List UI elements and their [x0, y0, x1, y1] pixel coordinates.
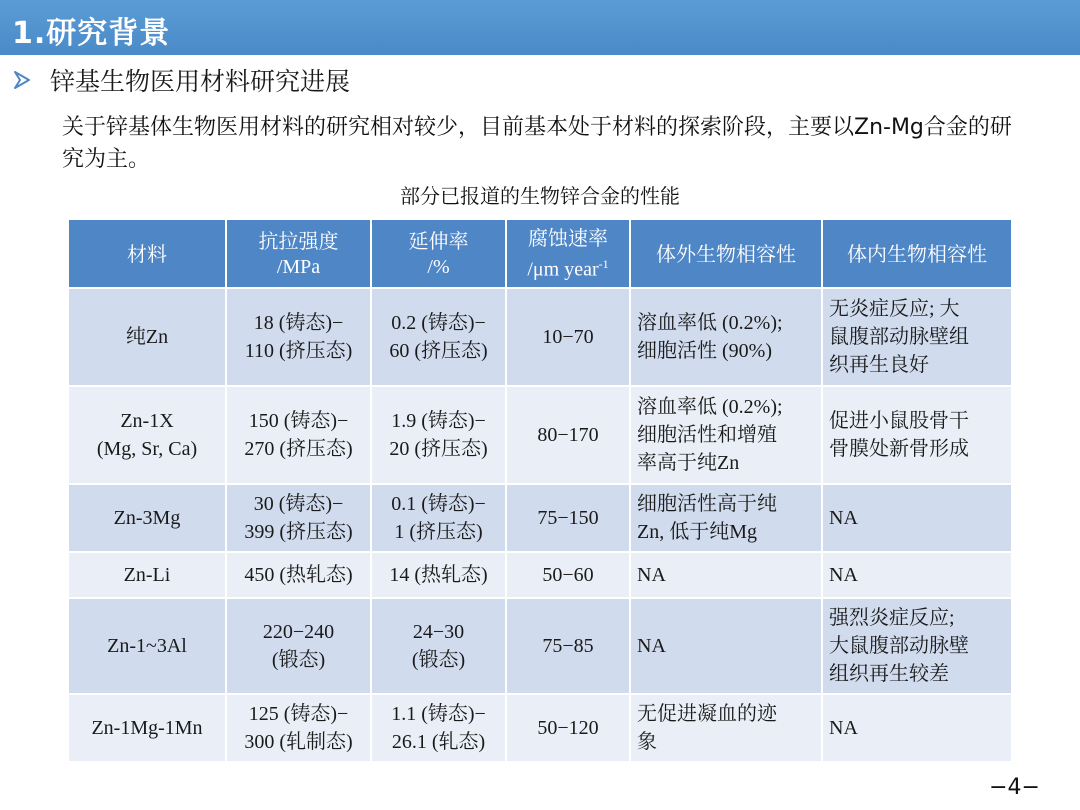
header-elongation [371, 219, 506, 288]
cell-material-line: Zn-3Mg [113, 507, 181, 529]
cell-elongation [371, 552, 506, 598]
cell-material-line: Zn-1X [120, 410, 174, 432]
header-elongation-label: 延伸率 [408, 228, 469, 253]
cell-corrosion-rate [506, 288, 630, 386]
cell-elongation-line: 24−30 [412, 621, 465, 643]
alloy-properties-table [67, 218, 1013, 763]
cell-tensile-strength [226, 386, 371, 484]
cell-tensile-strength-line: 450 (热轧态) [244, 564, 353, 586]
page-number: −4− [989, 775, 1040, 800]
cell-in-vivo-line: 组织再生较差 [829, 663, 949, 685]
cell-elongation [371, 484, 506, 552]
cell-elongation [371, 694, 506, 762]
slide-title: 1.研究背景 [12, 16, 171, 51]
cell-in-vivo [822, 386, 1012, 484]
cell-in-vitro [630, 694, 822, 762]
cell-in-vitro-line: 溶血率低 (0.2%); [637, 312, 783, 334]
cell-corrosion-rate-line: 75−150 [537, 507, 599, 529]
table-row [68, 694, 1012, 762]
cell-in-vivo [822, 694, 1012, 762]
cell-in-vitro-line: 率高于纯Zn [637, 452, 740, 474]
cell-material [68, 552, 226, 598]
cell-elongation [371, 598, 506, 694]
cell-in-vivo [822, 552, 1012, 598]
cell-corrosion-rate-line: 10−70 [542, 326, 594, 348]
cell-elongation-line: 26.1 (轧态) [391, 731, 486, 753]
cell-tensile-strength-line: 30 (铸态)− [253, 493, 344, 515]
cell-tensile-strength-line: (锻态) [271, 649, 326, 671]
cell-elongation [371, 386, 506, 484]
cell-elongation-line: 0.1 (铸态)− [391, 493, 486, 515]
cell-tensile-strength [226, 694, 371, 762]
cell-in-vitro-line: 溶血率低 (0.2%); [637, 396, 783, 418]
header-tensile-strength-label: 抗拉强度 [258, 228, 339, 253]
cell-material [68, 598, 226, 694]
cell-tensile-strength-line: 300 (轧制态) [244, 731, 353, 753]
subheading-text: 锌基生物医用材料研究进展 [50, 67, 351, 96]
header-tensile-strength-unit: /MPa [276, 255, 321, 278]
cell-material-line: (Mg, Sr, Ca) [96, 438, 198, 460]
cell-tensile-strength-line: 125 (铸态)− [248, 703, 349, 725]
cell-in-vitro-line: 细胞活性和增殖 [637, 424, 777, 446]
cell-in-vitro [630, 484, 822, 552]
header-in-vivo: 体内生物相容性 [822, 219, 1012, 288]
cell-material [68, 694, 226, 762]
cell-elongation-line: 1.9 (铸态)− [391, 410, 486, 432]
cell-in-vitro [630, 598, 822, 694]
cell-in-vivo-line: 织再生良好 [829, 354, 929, 376]
table-row [68, 288, 1012, 386]
arrow-right-icon [12, 69, 32, 91]
cell-material [68, 484, 226, 552]
cell-tensile-strength-line: 270 (挤压态) [244, 438, 353, 460]
cell-in-vivo-line: 骨膜处新骨形成 [829, 438, 969, 460]
cell-elongation-line: 14 (热轧态) [389, 564, 488, 586]
table-body [68, 288, 1012, 762]
cell-in-vivo [822, 484, 1012, 552]
cell-in-vitro-line: Zn, 低于纯Mg [637, 521, 757, 543]
cell-elongation-line: 1 (挤压态) [394, 521, 483, 543]
cell-elongation-line: 1.1 (铸态)− [391, 703, 486, 725]
cell-elongation [371, 288, 506, 386]
cell-in-vitro-line: 象 [637, 731, 657, 753]
cell-in-vitro-line: 细胞活性 (90%) [637, 340, 772, 362]
cell-corrosion-rate-line: 75−85 [542, 635, 594, 657]
title-bar [0, 0, 1080, 55]
cell-in-vitro [630, 386, 822, 484]
cell-tensile-strength-line: 399 (挤压态) [244, 521, 353, 543]
header-corrosion-unit-sup: -1 [598, 256, 609, 271]
cell-elongation-line: (锻态) [411, 649, 466, 671]
header-material: 材料 [68, 219, 226, 288]
cell-in-vivo-line: 大鼠腹部动脉壁 [829, 635, 969, 657]
cell-corrosion-rate-line: 50−60 [542, 564, 594, 586]
cell-in-vitro-line: NA [637, 564, 666, 586]
table-header-row [68, 219, 1012, 288]
cell-corrosion-rate-line: 80−170 [537, 424, 599, 446]
cell-material [68, 288, 226, 386]
cell-tensile-strength-line: 150 (铸态)− [248, 410, 349, 432]
cell-material-line: Zn-1~3Al [107, 635, 187, 657]
cell-in-vitro-line: 细胞活性高于纯 [637, 493, 777, 515]
cell-in-vivo-line: NA [829, 717, 858, 739]
header-tensile-strength [226, 219, 371, 288]
cell-corrosion-rate-line: 50−120 [537, 717, 599, 739]
cell-in-vivo-line: NA [829, 507, 858, 529]
header-corrosion-rate [506, 219, 630, 288]
cell-in-vivo-line: 无炎症反应; 大 [829, 298, 960, 320]
cell-elongation-line: 60 (挤压态) [389, 340, 488, 362]
header-corrosion-label: 腐蚀速率 [528, 225, 608, 250]
cell-material [68, 386, 226, 484]
cell-material-line: 纯Zn [125, 326, 169, 348]
cell-in-vitro-line: 无促进凝血的迹 [637, 703, 777, 725]
table-caption: 部分已报道的生物锌合金的性能 [400, 184, 680, 208]
cell-tensile-strength [226, 552, 371, 598]
cell-tensile-strength-line: 110 (挤压态) [244, 340, 353, 362]
cell-tensile-strength-line: 220−240 [262, 621, 335, 643]
cell-material-line: Zn-Li [123, 564, 171, 586]
header-corrosion-unit: /μm year [527, 258, 599, 281]
cell-in-vivo-line: 强烈炎症反应; [829, 607, 955, 629]
cell-in-vitro [630, 552, 822, 598]
cell-in-vivo-line: 促进小鼠股骨干 [829, 410, 969, 432]
cell-corrosion-rate [506, 694, 630, 762]
cell-in-vivo-line: 鼠腹部动脉壁组 [829, 326, 969, 348]
cell-corrosion-rate [506, 386, 630, 484]
cell-material-line: Zn-1Mg-1Mn [91, 717, 203, 739]
table-row [68, 484, 1012, 552]
header-corrosion-unit-wrap [509, 251, 627, 283]
header-elongation-unit: /% [427, 255, 450, 278]
cell-corrosion-rate [506, 552, 630, 598]
cell-in-vitro [630, 288, 822, 386]
cell-elongation-line: 20 (挤压态) [389, 438, 488, 460]
cell-in-vivo [822, 288, 1012, 386]
table-row [68, 552, 1012, 598]
cell-in-vivo [822, 598, 1012, 694]
subheading [12, 62, 350, 98]
cell-tensile-strength [226, 484, 371, 552]
table-row [68, 386, 1012, 484]
cell-elongation-line: 0.2 (铸态)− [391, 312, 486, 334]
cell-in-vitro-line: NA [637, 635, 666, 657]
cell-tensile-strength-line: 18 (铸态)− [253, 312, 344, 334]
cell-corrosion-rate [506, 598, 630, 694]
header-in-vitro: 体外生物相容性 [630, 219, 822, 288]
intro-paragraph: 关于锌基体生物医用材料的研究相对较少，目前基本处于材料的探索阶段，主要以Zn-Mg合金的研究为主。 [62, 115, 1012, 172]
cell-corrosion-rate [506, 484, 630, 552]
cell-tensile-strength [226, 598, 371, 694]
cell-tensile-strength [226, 288, 371, 386]
cell-in-vivo-line: NA [829, 564, 858, 586]
table-row [68, 598, 1012, 694]
